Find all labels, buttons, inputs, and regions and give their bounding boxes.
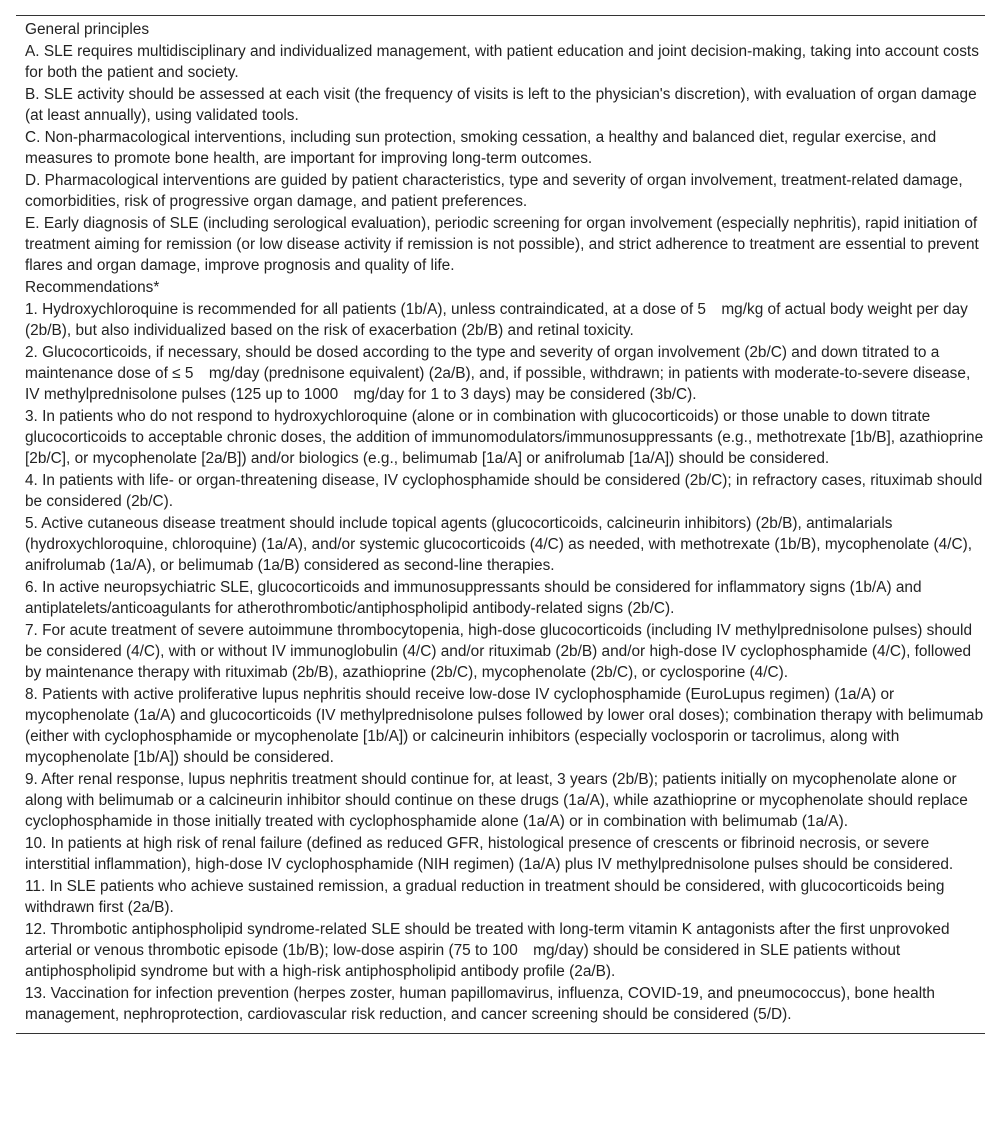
recommendation-3: 3. In patients who do not respond to hydroxychloroquine (alone or in combination with glucocorticoids) or those unable to down titrate glucocorticoids to acceptable chronic doses, the addition of immunomodulators/immunosuppressants (e.g., methotrexate [1b/B], azathioprine [2b/C], or mycophenolate [2a/B]) and/or biologics (e.g., belimumab [1a/A] or anifrolumab [1a/A]) should be considered. [25,408,984,467]
section-heading-recommendations: Recommendations* [25,279,160,296]
recommendation-7: 7. For acute treatment of severe autoimmune thrombocytopenia, high-dose glucocorticoids (including IV methylprednisolone pulses) should be considered (4/C), with or without IV immunoglobulin (4/C) and/or rituximab (2b/B) and/or high-dose IV cyclophosphamide (4/C), followed by maintenance therapy with rituximab (2b/B), azathioprine (2b/C), mycophenolate (2b/C), or cyclosporine (4/C). [25,622,973,681]
recommendation-1: 1. Hydroxychloroquine is recommended for all patients (1b/A), unless contraindicated, at a dose of 5 mg/kg of actual body weight per day (2b/B), but also individualized based on the risk of exacerbation (2b/B) and retinal toxicity. [25,301,968,339]
principle-b: B. SLE activity should be assessed at each visit (the frequency of visits is left to the physician's discretion), with evaluation of organ damage (at least annually), using validated tools. [25,86,977,124]
recommendation-12: 12. Thrombotic antiphospholipid syndrome-related SLE should be treated with long-term vitamin K antagonists after the first unprovoked arterial or venous thrombotic episode (1b/B); low-dose aspirin (75 to 100 mg/day) should be considered in SLE patients without antiphospholipid syndrome but with a high-risk antiphospholipid antibody profile (2a/B). [25,921,950,980]
recommendation-6: 6. In active neuropsychiatric SLE, glucocorticoids and immunosuppressants should be considered for inflammatory signs (1b/A) and antiplatelets/anticoagulants for atherothrombotic/antiphospholipid antibody-related signs (2b/C). [25,579,922,617]
principle-d: D. Pharmacological interventions are guided by patient characteristics, type and severity of organ involvement, treatment-related damage, comorbidities, risk of progressive organ damage, and patient preferences. [25,172,963,210]
principle-e: E. Early diagnosis of SLE (including serological evaluation), periodic screening for organ involvement (especially nephritis), rapid initiation of treatment aiming for remission (or low disease activity if remission is not possible), and strict adherence to treatment are essential to prevent flares and organ damage, improve prognosis and quality of life. [25,215,979,274]
recommendations-table [16,15,985,1034]
section-heading-general-principles: General principles [25,21,150,38]
recommendation-2: 2. Glucocorticoids, if necessary, should be dosed according to the type and severity of organ involvement (2b/C) and down titrated to a maintenance dose of ≤ 5 mg/day (prednisone equivalent) (2a/B), and, if possible, withdrawn; in patients with moderate-to-severe disease, IV methylprednisolone pulses (125 up to 1000 mg/day for 1 to 3 days) may be considered (3b/C). [25,344,971,403]
recommendation-4: 4. In patients with life- or organ-threatening disease, IV cyclophosphamide should be considered (2b/C); in refractory cases, rituximab should be considered (2b/C). [25,472,983,510]
recommendation-5: 5. Active cutaneous disease treatment should include topical agents (glucocorticoids, calcineurin inhibitors) (2b/B), antimalarials (hydroxychloroquine, chloroquine) (1a/A), and/or systemic glucocorticoids (4/C) as needed, with methotrexate (1b/B), mycophenolate (4/C), anifrolumab (1a/A), or belimumab (1a/B) considered as second-line therapies. [25,515,972,574]
recommendation-10: 10. In patients at high risk of renal failure (defined as reduced GFR, histological presence of crescents or fibrinoid necrosis, or severe interstitial inflammation), high-dose IV cyclophosphamide (NIH regimen) (1a/A) plus IV methylprednisolone pulses should be considered. [25,835,954,873]
recommendation-9: 9. After renal response, lupus nephritis treatment should continue for, at least, 3 years (2b/B); patients initially on mycophenolate alone or along with belimumab or a calcineurin inhibitor should continue on these drugs (1a/A), while azathioprine or mycophenolate should replace cyclophosphamide in those initially treated with cyclophosphamide alone (1a/A) or in combination with belimumab (1a/A). [25,771,968,830]
recommendation-13: 13. Vaccination for infection prevention (herpes zoster, human papillomavirus, influenza, COVID-19, and pneumococcus), bone health management, nephroprotection, cardiovascular risk reduction, and cancer screening should be considered (5/D). [25,985,935,1023]
principle-c: C. Non-pharmacological interventions, including sun protection, smoking cessation, a healthy and balanced diet, regular exercise, and measures to promote bone health, are important for improving long-term outcomes. [25,129,937,167]
recommendation-8: 8. Patients with active proliferative lupus nephritis should receive low-dose IV cyclophosphamide (EuroLupus regimen) (1a/A) or mycophenolate (1a/A) and glucocorticoids (IV methylprednisolone pulses followed by lower oral doses); combination therapy with belimumab (either with cyclophosphamide or mycophenolate [1b/A]) or calcineurin inhibitors (especially voclosporin or tacrolimus, along with mycophenolate [1b/A]) should be considered. [25,686,984,766]
principle-a: A. SLE requires multidisciplinary and individualized management, with patient education and joint decision-making, taking into account costs for both the patient and society. [25,43,979,81]
recommendation-11: 11. In SLE patients who achieve sustained remission, a gradual reduction in treatment should be considered, with glucocorticoids being withdrawn first (2a/B). [25,878,945,916]
